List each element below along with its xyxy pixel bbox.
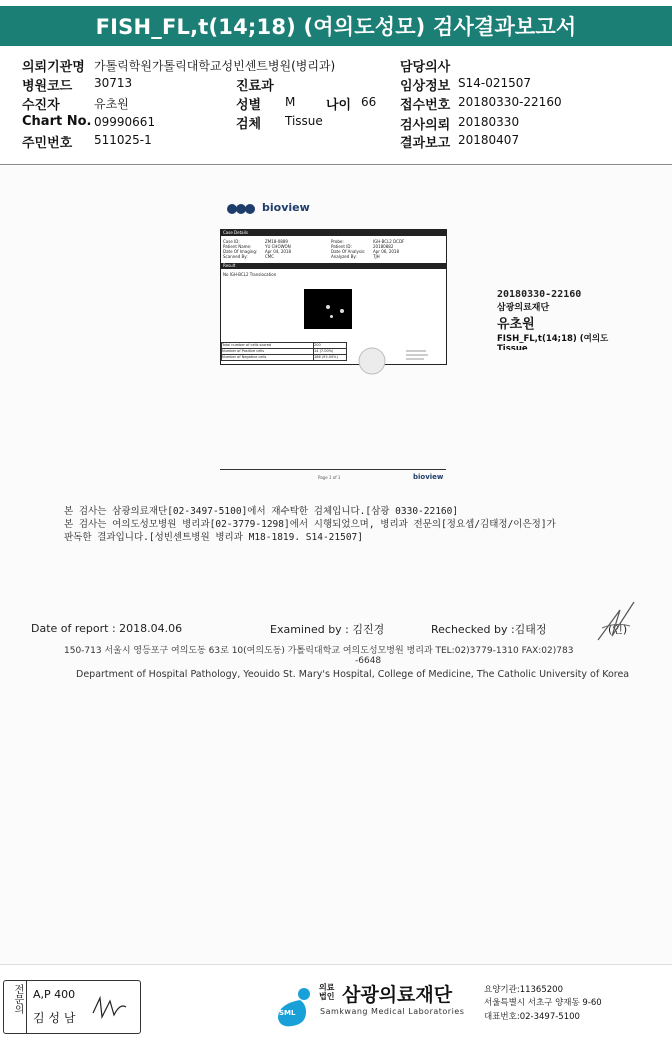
field-label: 수진자 <box>22 98 60 113</box>
field-value: Tissue <box>285 114 323 128</box>
rechecked-by: Rechecked by :김태정 <box>431 623 547 636</box>
stamp-line: 20180330-22160 <box>497 289 582 300</box>
page-divider <box>220 469 446 470</box>
field-label: 결과보고 <box>400 136 451 151</box>
note-line: 본 검사는 삼광의료재단[02-3497-5100]에서 재수탁한 검체입니다.[삼광 0330-22160] <box>64 506 459 517</box>
patient-info-section <box>0 52 672 165</box>
case-cell: YU CHOWON <box>265 244 291 249</box>
bioview-brand: bioview <box>262 201 310 214</box>
field-value: 20180330-22160 <box>458 95 562 109</box>
case-details-table <box>221 236 446 262</box>
field-value: 30713 <box>94 76 133 90</box>
field-value: S14-021507 <box>458 76 532 90</box>
contact-line: 서울특별시 서초구 양재동 9-60 <box>484 998 602 1008</box>
note-line: 본 검사는 여의도성모병원 병리과[02-3779-1298]에서 시행되었으며, 병리과 전문의[정요셉/김태정/이은정]가 <box>64 519 556 530</box>
case-details-title: Case Details <box>221 230 446 236</box>
field-label: 임상정보 <box>400 79 451 94</box>
doctor-code: A,P 400 <box>33 988 76 1001</box>
case-cell: Probe: <box>331 239 344 244</box>
note-line: 판독한 결과입니다.[성빈센트병원 병리과 M18-1819. S14-21507] <box>64 532 363 543</box>
field-label: 진료과 <box>236 79 274 94</box>
case-cell: Apr 04, 2018 <box>265 249 292 254</box>
case-cell: Date Of Analysis: <box>331 249 366 254</box>
field-label: 접수번호 <box>400 98 451 113</box>
case-cell: TJH <box>373 254 380 259</box>
org-english-name: Samkwang Medical Laboratories <box>320 1007 465 1016</box>
case-cell: Apr 06, 2018 <box>373 249 400 254</box>
doctor-name: 김 성 남 <box>33 1011 76 1025</box>
stat-value: 186 (93.00%) <box>313 355 346 360</box>
case-cell: Scanned By: <box>223 254 248 259</box>
case-cell: Analyzed By: <box>331 254 357 259</box>
case-cell: 20180882 <box>373 244 394 249</box>
cell-stats-table <box>221 342 347 361</box>
stamp-line: FISH_FL,t(14;18) (여의도 <box>497 334 609 344</box>
date-of-report: Date of report : 2018.04.06 <box>31 622 183 635</box>
stat-value: 200 <box>313 343 346 348</box>
field-label: 의뢰기관명 <box>22 60 85 75</box>
field-value: 09990661 <box>94 115 156 129</box>
signature-icon <box>590 598 640 648</box>
field-value: 가톨릭학원가톨릭대학교성빈센트병원(병리과) <box>94 59 336 73</box>
doctor-signature-icon <box>90 993 130 1023</box>
field-label: 병원코드 <box>22 79 73 94</box>
stat-label: Number of Positive cells <box>222 349 265 353</box>
org-legal-type: 의료법인 <box>319 983 335 1001</box>
field-label: 성별 <box>236 98 262 113</box>
side-label: 전문의 <box>12 984 23 1014</box>
case-cell: IGH-BCL2 DCDF <box>373 239 405 244</box>
bioview-brand-small: bioview <box>413 473 444 481</box>
field-label: 나이 <box>326 98 352 113</box>
field-label: 담당의사 <box>400 60 451 75</box>
sml-logo-text: SML <box>279 1009 296 1017</box>
field-value: 511025-1 <box>94 133 152 147</box>
org-name: 삼광의료재단 <box>342 984 453 1006</box>
stamp-line: 삼광의료재단 <box>497 303 550 313</box>
report-title: FISH_FL,t(14;18) (여의도성모) 검사결과보고서 <box>0 6 672 46</box>
seal-mark: (인) <box>608 623 628 636</box>
stamp-line: 유초원 <box>497 317 535 332</box>
result-text: No IGH-BCL2 Translocation <box>223 272 277 277</box>
field-value: 66 <box>361 95 377 109</box>
address-line: -6648 <box>355 656 382 666</box>
field-value: 유초원 <box>94 97 129 111</box>
department-line: Department of Hospital Pathology, Yeouido St. Mary's Hospital, College of Medicine, The Catholic University of Korea <box>76 669 630 680</box>
contact-line: 요양기관:11365200 <box>484 985 563 995</box>
sml-logo <box>270 984 316 1028</box>
fish-microscope-image <box>304 289 352 329</box>
field-value: 20180407 <box>458 133 520 147</box>
field-value: M <box>285 95 296 109</box>
stamp-line: Tissue <box>497 344 528 350</box>
pathologist-box <box>3 980 141 1034</box>
case-cell: Date Of Imaging: <box>223 249 258 254</box>
case-cell: Case ID: <box>223 239 240 244</box>
field-label: 검사의뢰 <box>400 118 451 133</box>
stat-label: Number of Negative cells <box>222 355 267 359</box>
case-cell: ZM18-0889 <box>265 239 288 244</box>
field-label: Chart No. <box>22 114 92 129</box>
field-value: 20180330 <box>458 115 520 129</box>
page-number: Page 1 of 1 <box>318 475 341 480</box>
field-label: 주민번호 <box>22 136 73 151</box>
examined-by: Examined by : 김진경 <box>270 623 385 636</box>
case-cell: Patient Name: <box>223 244 252 249</box>
address-line: 150-713 서울시 영등포구 여의도동 63로 10(여의도동) 가톨릭대학교 여의도성모병원 병리과 TEL:02)3779-1310 FAX:02)783 <box>64 646 574 656</box>
stat-value: 14 (7.00%) <box>313 349 346 354</box>
side-label-cell <box>4 981 27 1033</box>
case-cell: Patient ID: <box>331 244 352 249</box>
receipt-stamp <box>497 289 637 355</box>
field-label: 검체 <box>236 117 262 132</box>
sml-logo-icon <box>270 984 316 1028</box>
stat-label: Total number of cells scored <box>222 343 272 347</box>
case-cell: CMC <box>265 254 275 259</box>
result-title: Result <box>221 263 446 269</box>
bioview-logo <box>226 198 310 218</box>
scan-artifact-icon <box>358 347 438 377</box>
contact-line: 대표번호:02-3497-5100 <box>484 1012 580 1022</box>
